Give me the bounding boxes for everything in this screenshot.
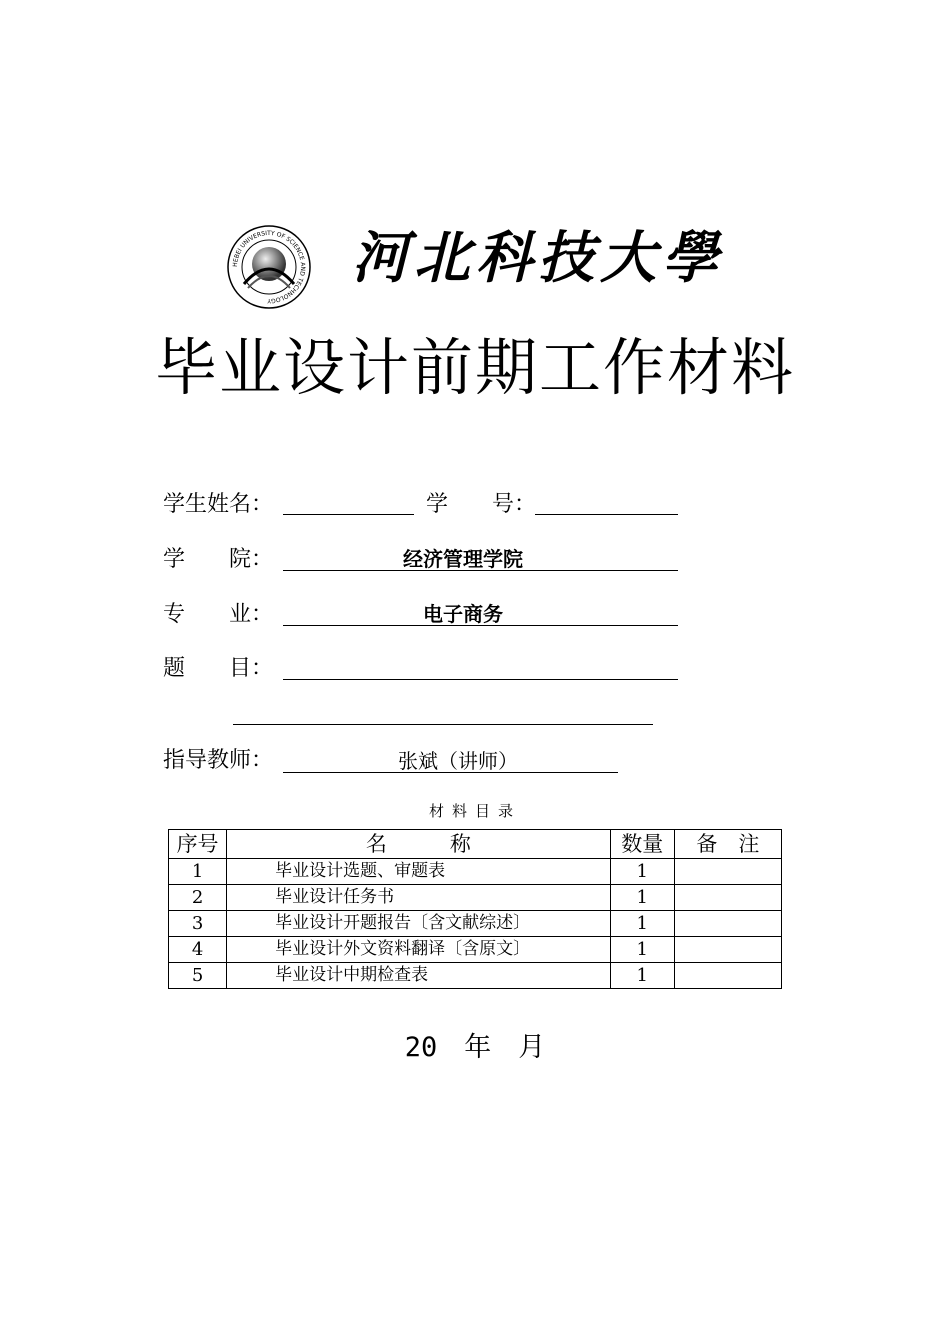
seal-ring-text: HEBEI UNIVERSITY OF SCIENCE AND TECHNOLOGY — [231, 229, 307, 305]
date-line: 20 年 月 — [404, 1032, 546, 1063]
table-row — [169, 911, 782, 937]
row-note[interactable] — [674, 937, 781, 963]
college-label: 学 院： — [163, 547, 274, 572]
row-index: 5 — [169, 963, 227, 989]
topic-field-line-2[interactable] — [233, 724, 653, 725]
university-seal-logo — [226, 224, 312, 310]
header-name: 名 称 — [227, 830, 611, 859]
table-row — [169, 859, 782, 885]
major-label: 专 业： — [163, 602, 274, 627]
topic-label: 题 目： — [163, 656, 274, 681]
header-quantity: 数量 — [610, 830, 674, 859]
advisor-value: 张斌（讲师） — [398, 749, 518, 773]
materials-caption: 材料目录 — [428, 802, 521, 820]
table-row — [169, 885, 782, 911]
row-note[interactable] — [674, 859, 781, 885]
row-note[interactable] — [674, 911, 781, 937]
table-header-row — [169, 830, 782, 859]
topic-field-line-1[interactable] — [283, 679, 678, 680]
row-note[interactable] — [674, 963, 781, 989]
student-name-label: 学生姓名： — [163, 492, 274, 517]
student-name-field[interactable] — [283, 514, 414, 515]
row-name: 毕业设计开题报告〔含文献综述〕 — [227, 911, 611, 937]
college-value: 经济管理学院 — [403, 547, 523, 571]
university-name-calligraphy: 河北科技大學 — [352, 225, 724, 291]
major-value: 电子商务 — [423, 602, 503, 626]
row-note[interactable] — [674, 885, 781, 911]
row-index: 3 — [169, 911, 227, 937]
table-row — [169, 963, 782, 989]
table-row — [169, 937, 782, 963]
row-index: 1 — [169, 859, 227, 885]
row-index: 2 — [169, 885, 227, 911]
row-name: 毕业设计中期检查表 — [227, 963, 611, 989]
header-note: 备 注 — [674, 830, 781, 859]
header-index: 序号 — [169, 830, 227, 859]
student-id-field[interactable] — [535, 514, 678, 515]
row-quantity: 1 — [610, 859, 674, 885]
advisor-label: 指导教师： — [163, 748, 274, 773]
row-quantity: 1 — [610, 911, 674, 937]
document-title: 毕业设计前期工作材料 — [154, 331, 795, 404]
row-name: 毕业设计选题、审题表 — [227, 859, 611, 885]
student-id-label: 学 号： — [426, 492, 537, 517]
row-name: 毕业设计任务书 — [227, 885, 611, 911]
row-quantity: 1 — [610, 963, 674, 989]
materials-table — [168, 829, 782, 989]
row-index: 4 — [169, 937, 227, 963]
row-name: 毕业设计外文资料翻译〔含原文〕 — [227, 937, 611, 963]
row-quantity: 1 — [610, 937, 674, 963]
row-quantity: 1 — [610, 885, 674, 911]
